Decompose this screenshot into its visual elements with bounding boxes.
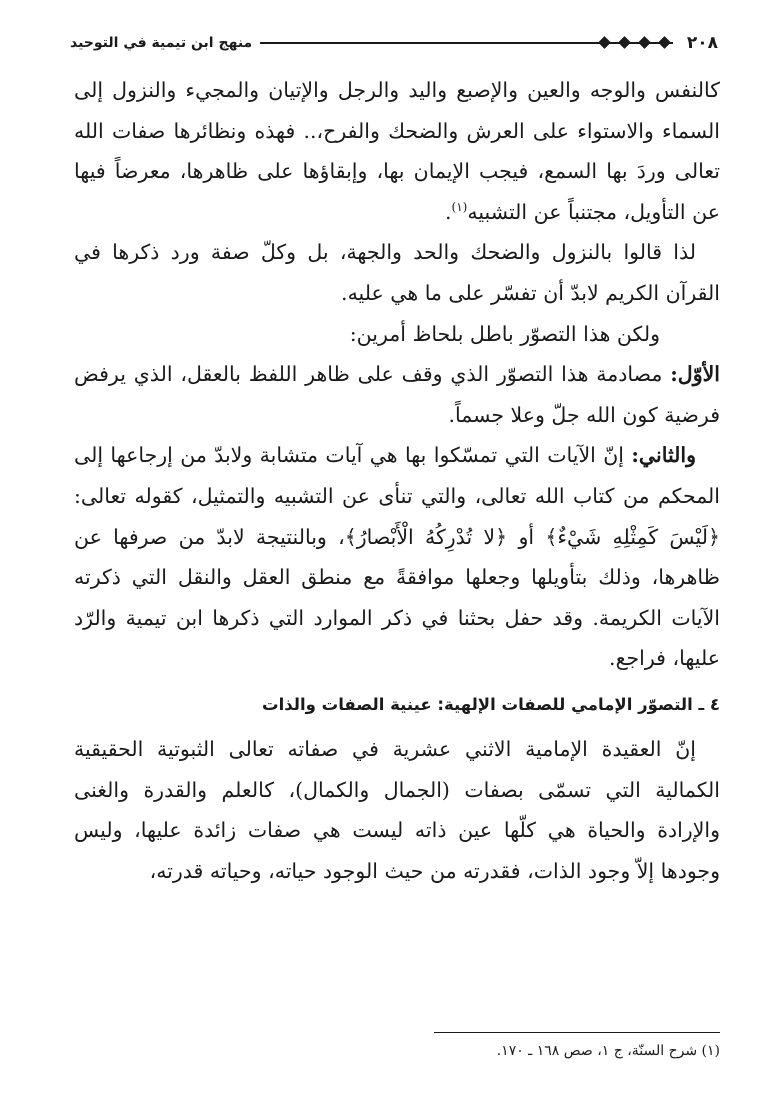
main-text: [74, 70, 720, 891]
paragraph-1: [74, 70, 720, 232]
paragraph-2: لذا قالوا بالنزول والضحك والحد والجهة، بل وكلّ صفة ورد ذكرها في القرآن الكريم لابدّ أن تفسّر على ما هي عليه.: [74, 240, 720, 305]
running-title: منهج ابن تيمية في التوحيد: [70, 35, 253, 51]
paragraph-5-text-a: إنّ الآيات التي تمسّكوا بها هي آيات متشابة ولابدّ من إرجاعها إلى المحكم من كتاب الله تعالى، والتي تنأى عن التشبيه والتمثيل، كقوله تعالى:: [74, 443, 720, 508]
running-header: [70, 28, 718, 58]
paragraph-1-end: .: [444, 199, 452, 224]
section-heading: ٤ ـ التصوّر الإمامي للصفات الإلهية: عينية الصفات والذات: [262, 694, 720, 714]
page-number: ٢٠٨: [686, 33, 718, 53]
paragraph-6: إنّ العقيدة الإمامية الاثني عشرية في صفاته تعالى الثبوتية الحقيقية الكمالية التي تسمّى بصفات (الجمال والكمال)، كالعلم والقدرة والغنى والإرادة والحياة هي كلّها عين ذاته ليست هي صفات زائدة عليها، وليس وجودها إلاّ وجود الذات، فقدرته من حيث الوجود حياته، وحياته قدرته،: [74, 736, 720, 883]
paragraph-1-text: كالنفس والوجه والعين والإصبع واليد والرجل والإتيان والمجيء والنزول إلى السماء والاستواء على العرش والضحك والفرح،.. فهذه ونظائرها صفات الله تعالى وردَ بها السمع، فيجب الإيمان بها، وإبقاؤها على ظاهرها، معرضاً فيها عن التأويل، مجتنباً عن التشبيه: [74, 78, 720, 224]
paragraph-4-text: مصادمة هذا التصوّر الذي وقف على ظاهر اللفظ بالعقل، الذي يرفض فرضية كون الله جلّ وعلا جسماً.: [74, 362, 720, 427]
paragraph-5-text-b: ، وبالنتيجة لابدّ من صرفها عن ظاهرها، وذلك بتأويلها وجعلها موافقةً مع منطق العقل والنقل التي ذكرته الآيات الكريمة. وقد حفل بحثنا في ذكر الموارد التي ذكرها ابن تيمية والرّد عليها، فراجع.: [74, 524, 720, 671]
quran-verse-1: ﴿لَيْسَ كَمِثْلِهِ شَيْءٌ﴾: [545, 524, 720, 549]
paragraph-4: [74, 354, 720, 435]
paragraph-3: ولكن هذا التصوّر باطل بلحاظ أمرين:: [349, 321, 660, 346]
point-one-label: الأوّل:: [670, 362, 720, 387]
diamond-ornament-icon: [598, 36, 611, 49]
diamond-ornament-icon: [638, 36, 651, 49]
footnote-reference[interactable]: (١): [451, 199, 468, 214]
header-diamonds: [600, 36, 669, 47]
quran-verse-2: ﴿لا تُدْرِكُهُ الْأَبْصارُ﴾: [344, 524, 508, 549]
diamond-ornament-icon: [618, 36, 631, 49]
paragraph-5: [74, 435, 720, 679]
footnote-separator: [434, 1032, 720, 1033]
diamond-ornament-icon: [658, 36, 671, 49]
footnote: (١) شرح السنّة، ج ١، صص ١٦٨ ـ ١٧٠.: [496, 1043, 720, 1059]
point-two-label: والثاني:: [631, 443, 696, 468]
paragraph-5-or: أو: [518, 524, 535, 549]
header-ornament-rule: [260, 36, 673, 50]
